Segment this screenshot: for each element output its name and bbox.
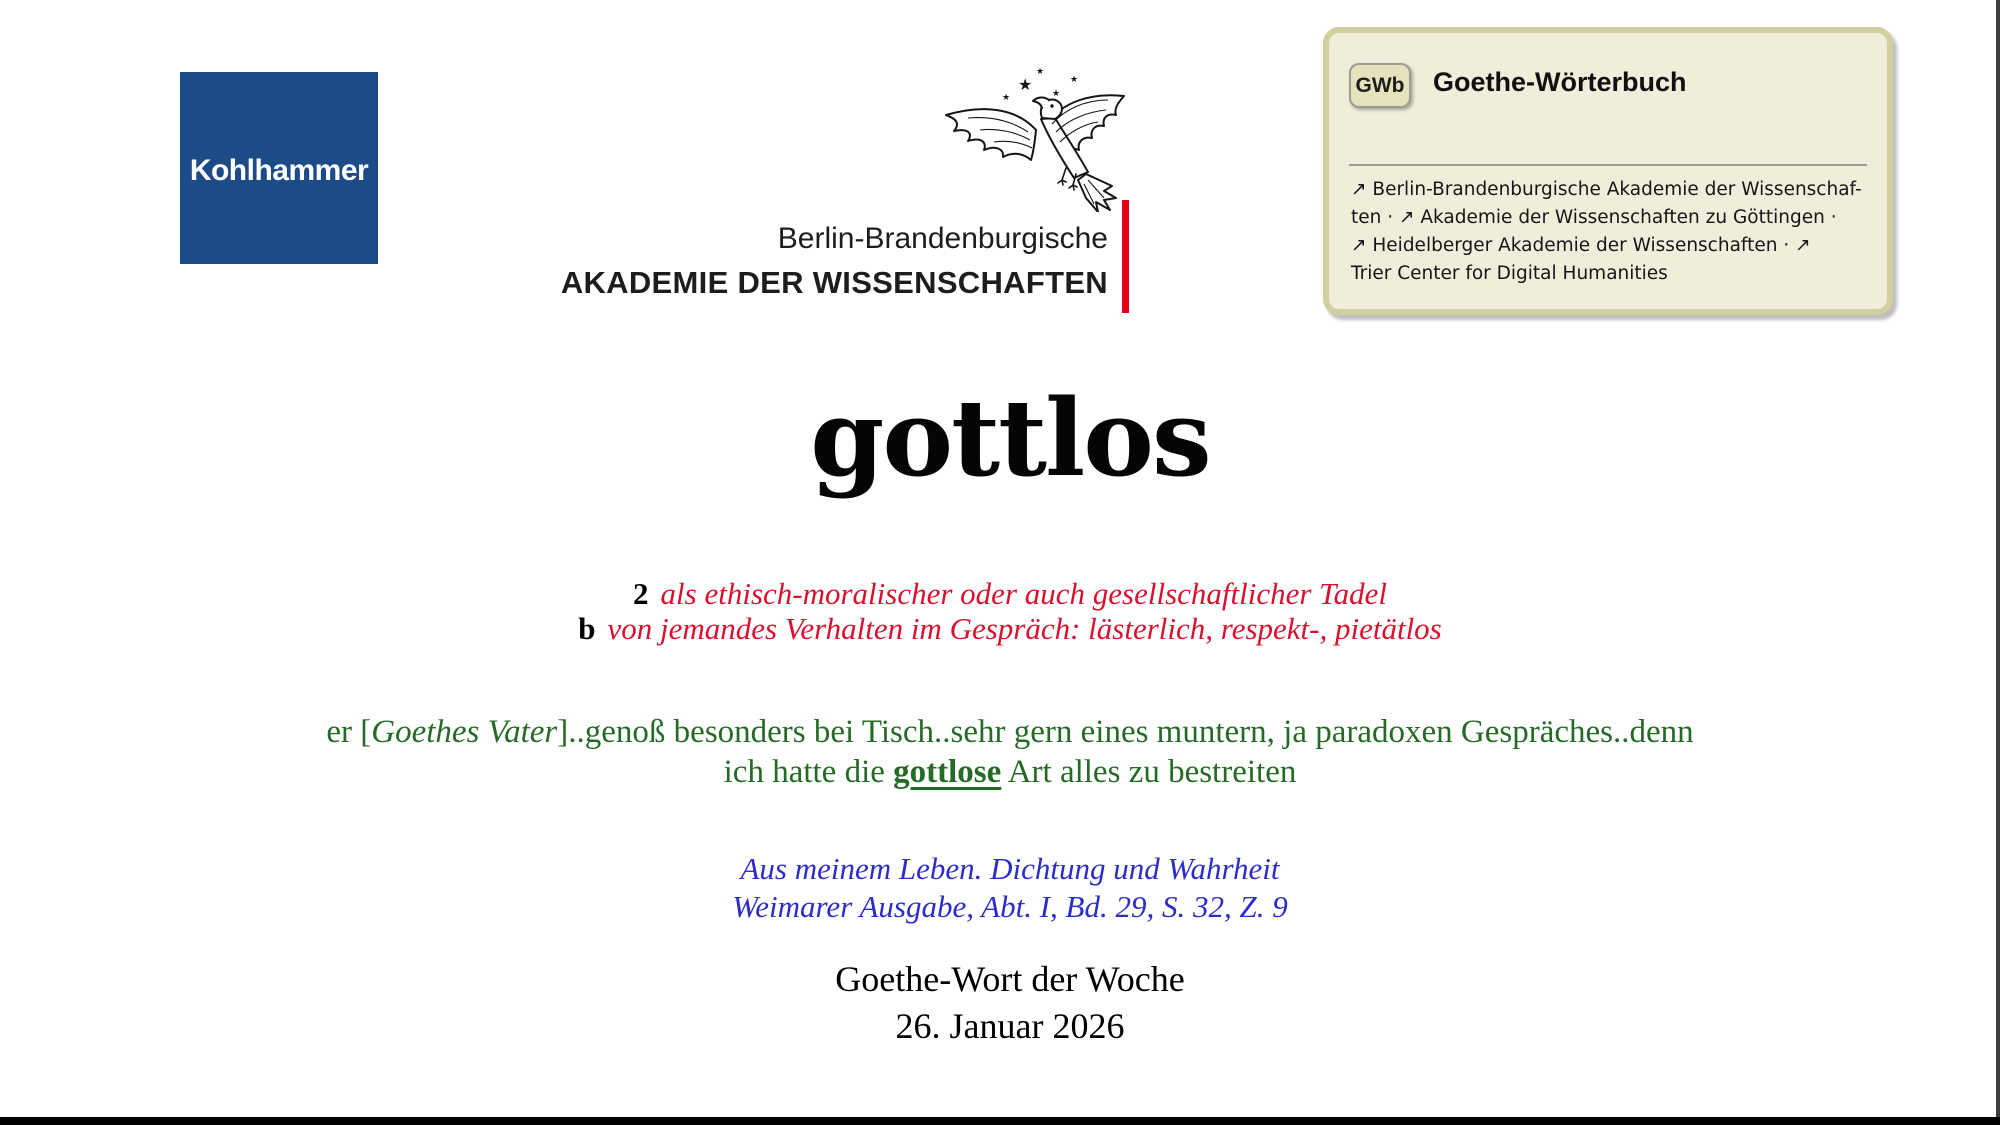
window-edge-bottom xyxy=(0,1117,2000,1125)
gwb-link-line-2[interactable]: ten · ↗ Akademie der Wissenschaften zu Göttingen · xyxy=(1351,207,1837,228)
kohlhammer-logo xyxy=(180,72,378,264)
citation-block xyxy=(0,850,2000,926)
subsense-line xyxy=(20,611,2000,646)
series-title: Goethe-Wort der Woche xyxy=(835,959,1185,999)
kohlhammer-logo-label: Kohlhammer xyxy=(189,154,369,187)
gwb-badge[interactable] xyxy=(1349,63,1411,108)
gwb-link-line-3[interactable]: ↗ Heidelberger Akademie der Wissenschaften · ↗ xyxy=(1351,235,1811,256)
footer-block xyxy=(0,956,2000,1050)
headword: gottlos xyxy=(810,375,1210,500)
series-date: 26. Januar 2026 xyxy=(895,1006,1125,1046)
citation-reference: Weimarer Ausgabe, Abt. I, Bd. 29, S. 32, Z. 9 xyxy=(732,889,1288,924)
gwb-title: Goethe-Wörterbuch xyxy=(1433,67,1687,97)
academy-wordmark xyxy=(400,222,1108,300)
sense-line xyxy=(20,576,2000,611)
subsense-text: von jemandes Verhalten im Gespräch: lästerlich, respekt-, pietätlos xyxy=(607,611,1442,646)
quote-line2-post: Art alles zu bestreiten xyxy=(1001,754,1297,790)
academy-name-line1: Berlin-Brandenburgische xyxy=(777,222,1108,255)
gwb-partner-links xyxy=(1351,176,1875,288)
subsense-letter: b xyxy=(578,611,596,646)
gwb-info-box xyxy=(1323,27,1893,315)
academy-name-line2: AKADEMIE DER WISSENSCHAFTEN xyxy=(560,265,1108,300)
eagle-with-stars-icon xyxy=(928,52,1133,212)
quotation xyxy=(100,712,1900,792)
quote-headword-link[interactable]: gottlose xyxy=(893,754,1002,790)
quote-line2-pre: ich hatte die xyxy=(723,754,894,790)
gwb-link-line-4[interactable]: Trier Center for Digital Humanities xyxy=(1351,263,1668,284)
svg-text:★: ★ xyxy=(1002,93,1011,103)
quote-speaker: Goethes Vater xyxy=(371,714,558,750)
svg-text:★: ★ xyxy=(1018,75,1033,94)
svg-text:★: ★ xyxy=(1052,89,1061,99)
gwb-link-line-1[interactable]: ↗ Berlin-Brandenburgische Akademie der Wissenschaf- xyxy=(1351,179,1862,200)
definition-block xyxy=(0,576,2000,646)
window-edge-right xyxy=(1996,0,2000,1125)
academy-red-bar xyxy=(1122,200,1129,313)
quote-pre: er [ xyxy=(326,714,372,750)
gwb-divider xyxy=(1349,164,1867,166)
sense-number: 2 xyxy=(633,576,649,611)
svg-text:★: ★ xyxy=(1070,75,1079,85)
svg-text:★: ★ xyxy=(1036,67,1045,77)
sense-text: als ethisch-moralischer oder auch gesellschaftlicher Tadel xyxy=(660,576,1387,611)
quote-mid: ]..genoß besonders bei Tisch..sehr gern eines muntern, ja paradoxen Gespräches..denn xyxy=(557,714,1694,750)
citation-work: Aus meinem Leben. Dichtung und Wahrheit xyxy=(740,851,1280,886)
gwb-badge-label: GWb xyxy=(1355,73,1405,97)
